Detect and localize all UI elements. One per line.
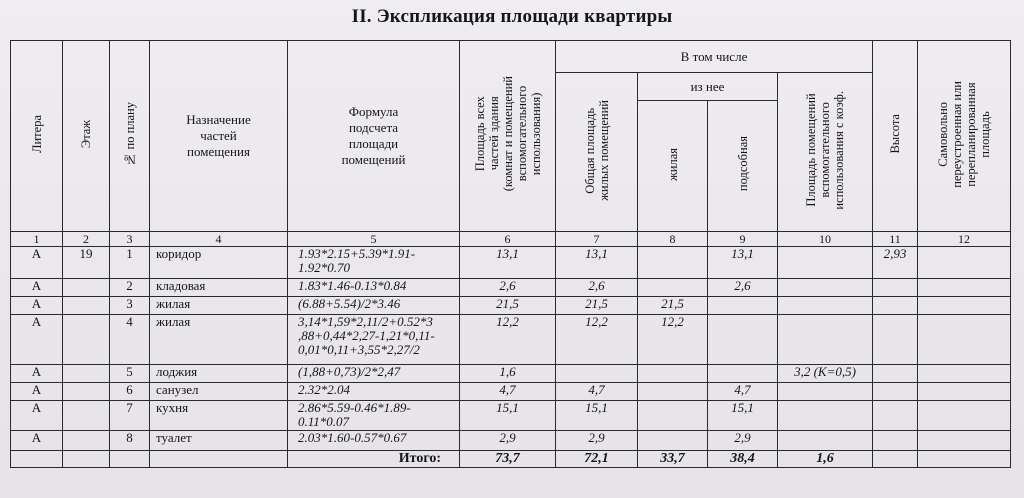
col-num: 5: [288, 232, 460, 247]
col-num: 9: [708, 232, 778, 247]
cell-room-name: санузел: [150, 383, 288, 401]
table-row: [11, 365, 1011, 383]
cell-redeveloped: [918, 297, 1011, 315]
cell-area-total: 15,1: [460, 401, 556, 431]
col-num: 2: [63, 232, 110, 247]
cell-area-coef: [778, 315, 873, 365]
cell-redeveloped: [918, 365, 1011, 383]
cell-formula: 2.03*1.60-0.57*0.67: [288, 431, 460, 451]
total-c7: 72,1: [556, 451, 638, 468]
cell-etazh: [63, 297, 110, 315]
cell-area-living: 21,5: [638, 297, 708, 315]
cell-area-total: 2,9: [460, 431, 556, 451]
cell-litera: А: [11, 315, 63, 365]
table-row: [11, 401, 1011, 431]
cell-room-name: кладовая: [150, 279, 288, 297]
header-podsobnaya: подсобная: [708, 101, 778, 232]
cell-area-coef: [778, 401, 873, 431]
cell-redeveloped: [918, 401, 1011, 431]
cell-formula: 2.86*5.59-0.46*1.89- 0.11*0.07: [288, 401, 460, 431]
table-row: [11, 383, 1011, 401]
header-naznachenie: Назначение частей помещения: [150, 41, 288, 232]
cell-height: [873, 279, 918, 297]
cell-area-auxiliary: [708, 297, 778, 315]
total-c9: 38,4: [708, 451, 778, 468]
cell-area-coef: [778, 383, 873, 401]
total-empty: [150, 451, 288, 468]
header-litera: Литера: [11, 41, 63, 232]
cell-formula: 3,14*1,59*2,11/2+0.52*3 ,88+0,44*2,27-1,21*0,11- 0,01*0,11+3,55*2,27/2: [288, 315, 460, 365]
cell-etazh: [63, 315, 110, 365]
cell-formula: 1.93*2.15+5.39*1.91- 1.92*0.70: [288, 247, 460, 279]
total-c10: 1,6: [778, 451, 873, 468]
table-row: [11, 297, 1011, 315]
col-num: 7: [556, 232, 638, 247]
explication-table: [10, 40, 1011, 468]
cell-nom: 1: [110, 247, 150, 279]
page-title: II. Экспликация площади квартиры: [351, 6, 673, 27]
cell-height: [873, 365, 918, 383]
cell-etazh: [63, 401, 110, 431]
cell-area-auxiliary: 13,1: [708, 247, 778, 279]
header-ploshad-vseh: Площадь всех частей здания (комнат и помещений вспомогательного использования): [460, 41, 556, 232]
col-num: 12: [918, 232, 1011, 247]
cell-area-living-total: 2,9: [556, 431, 638, 451]
cell-litera: А: [11, 401, 63, 431]
cell-area-living-total: 4,7: [556, 383, 638, 401]
cell-litera: А: [11, 365, 63, 383]
cell-redeveloped: [918, 383, 1011, 401]
header-nom: № по плану: [110, 41, 150, 232]
cell-area-living-total: 12,2: [556, 315, 638, 365]
cell-height: [873, 401, 918, 431]
total-row: [11, 451, 1011, 468]
header-zhilaya: жилая: [638, 101, 708, 232]
cell-etazh: [63, 279, 110, 297]
cell-room-name: кухня: [150, 401, 288, 431]
cell-area-living: [638, 401, 708, 431]
total-empty: [873, 451, 918, 468]
header-obshaya: Общая площадь жилых помещений: [556, 73, 638, 232]
cell-room-name: коридор: [150, 247, 288, 279]
cell-area-living-total: [556, 365, 638, 383]
cell-etazh: [63, 365, 110, 383]
cell-area-auxiliary: [708, 315, 778, 365]
cell-litera: А: [11, 383, 63, 401]
table-row: [11, 315, 1011, 365]
cell-area-auxiliary: 2,6: [708, 279, 778, 297]
col-num: 10: [778, 232, 873, 247]
cell-redeveloped: [918, 279, 1011, 297]
total-empty: [918, 451, 1011, 468]
cell-area-coef: [778, 431, 873, 451]
cell-redeveloped: [918, 315, 1011, 365]
cell-height: [873, 383, 918, 401]
cell-area-auxiliary: [708, 365, 778, 383]
cell-height: 2,93: [873, 247, 918, 279]
col-num: 3: [110, 232, 150, 247]
cell-area-auxiliary: 15,1: [708, 401, 778, 431]
cell-area-living-total: 15,1: [556, 401, 638, 431]
cell-area-living-total: 13,1: [556, 247, 638, 279]
table-body: [11, 247, 1011, 451]
header-koef: Площадь помещений вспомогательного использования с коэф.: [778, 73, 873, 232]
col-num: 11: [873, 232, 918, 247]
header-iz-nee: из нее: [638, 73, 778, 101]
cell-room-name: жилая: [150, 297, 288, 315]
cell-area-living: [638, 279, 708, 297]
table-row: [11, 247, 1011, 279]
cell-area-total: 2,6: [460, 279, 556, 297]
cell-area-total: 12,2: [460, 315, 556, 365]
col-num: 8: [638, 232, 708, 247]
total-c8: 33,7: [638, 451, 708, 468]
cell-area-living: [638, 383, 708, 401]
col-num: 4: [150, 232, 288, 247]
col-num: 6: [460, 232, 556, 247]
cell-area-coef: [778, 297, 873, 315]
cell-area-living: 12,2: [638, 315, 708, 365]
header-formula: Формула подсчета площади помещений: [288, 41, 460, 232]
cell-nom: 4: [110, 315, 150, 365]
cell-nom: 3: [110, 297, 150, 315]
cell-area-living: [638, 431, 708, 451]
cell-area-total: 21,5: [460, 297, 556, 315]
cell-area-living: [638, 365, 708, 383]
cell-formula: (6.88+5.54)/2*3.46: [288, 297, 460, 315]
total-empty: [110, 451, 150, 468]
cell-area-auxiliary: 2,9: [708, 431, 778, 451]
cell-litera: А: [11, 431, 63, 451]
cell-nom: 2: [110, 279, 150, 297]
cell-area-coef: [778, 279, 873, 297]
cell-room-name: лоджия: [150, 365, 288, 383]
cell-litera: А: [11, 279, 63, 297]
cell-area-auxiliary: 4,7: [708, 383, 778, 401]
cell-litera: А: [11, 297, 63, 315]
cell-formula: 2.32*2.04: [288, 383, 460, 401]
cell-redeveloped: [918, 431, 1011, 451]
cell-etazh: [63, 383, 110, 401]
cell-area-coef: [778, 247, 873, 279]
cell-area-total: 13,1: [460, 247, 556, 279]
cell-room-name: туалет: [150, 431, 288, 451]
table-row: [11, 431, 1011, 451]
cell-nom: 6: [110, 383, 150, 401]
cell-litera: А: [11, 247, 63, 279]
cell-area-living-total: 2,6: [556, 279, 638, 297]
col-num: 1: [11, 232, 63, 247]
cell-area-living-total: 21,5: [556, 297, 638, 315]
cell-area-total: 4,7: [460, 383, 556, 401]
total-label: Итого:: [288, 451, 460, 468]
cell-etazh: 19: [63, 247, 110, 279]
header-etazh: Этаж: [63, 41, 110, 232]
cell-nom: 5: [110, 365, 150, 383]
column-number-row: [11, 232, 1011, 247]
cell-room-name: жилая: [150, 315, 288, 365]
cell-etazh: [63, 431, 110, 451]
header-vysota: Высота: [873, 41, 918, 232]
cell-area-living: [638, 247, 708, 279]
cell-nom: 7: [110, 401, 150, 431]
header-v-tom-chisle: В том числе: [556, 41, 873, 73]
header-samovolno: Самовольно переустроенная или перепланированная площадь: [918, 41, 1011, 232]
cell-formula: (1,88+0,73)/2*2,47: [288, 365, 460, 383]
total-empty: [63, 451, 110, 468]
cell-height: [873, 297, 918, 315]
cell-nom: 8: [110, 431, 150, 451]
total-c6: 73,7: [460, 451, 556, 468]
cell-height: [873, 315, 918, 365]
table-row: [11, 279, 1011, 297]
cell-area-coef: 3,2 (K=0,5): [778, 365, 873, 383]
cell-redeveloped: [918, 247, 1011, 279]
cell-height: [873, 431, 918, 451]
cell-area-total: 1,6: [460, 365, 556, 383]
cell-formula: 1.83*1.46-0.13*0.84: [288, 279, 460, 297]
total-empty: [11, 451, 63, 468]
